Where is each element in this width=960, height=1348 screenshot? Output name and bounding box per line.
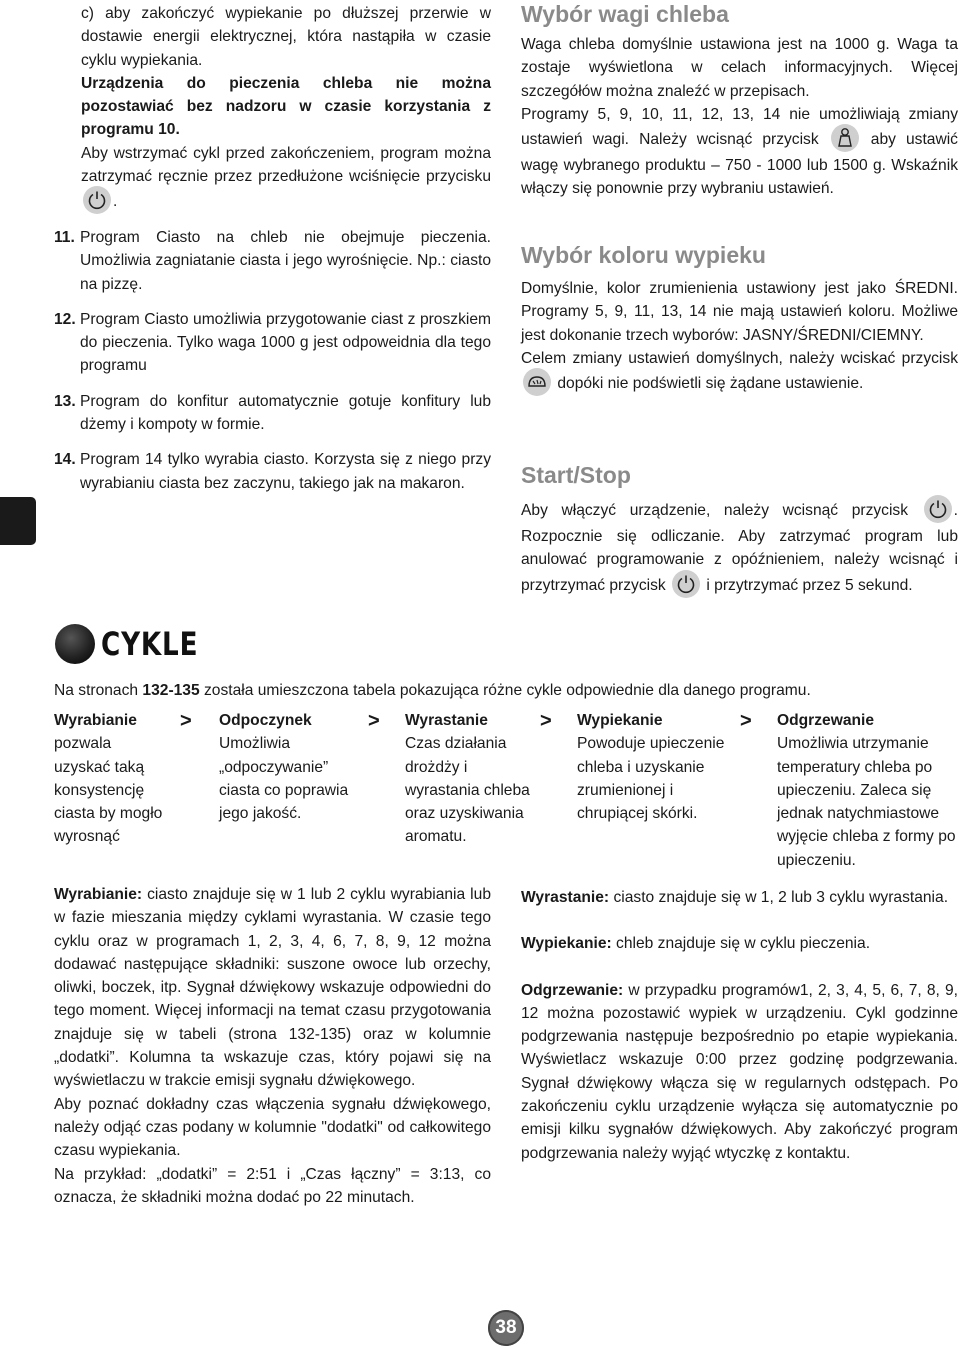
- start-stop-section: [521, 497, 958, 600]
- flow-arrow: >: [540, 710, 552, 732]
- page-number: 38: [488, 1310, 524, 1346]
- weight-paragraph-2: Programy 5, 9, 10, 11, 12, 13, 14 nie umożliwiają zmiany ustawień wagi. Należy wcisnąć przycisk aby ustawić wagę wybranego produktu – 750 - 1000 lub 1500 g. Wskaźnik włączy się ponownie przy wybraniu ustawień.: [521, 105, 958, 198]
- flow-step: [405, 709, 530, 849]
- flow-arrow: >: [368, 710, 380, 732]
- cykle-bullet-icon: [55, 624, 95, 664]
- flow-arrow: >: [740, 710, 752, 732]
- flow-step-text: Umożliwia utrzymanie temperatury chleba po upieczeniu. Zaleca się jednak natychmiastowe wyjęcie chleba z formy po upieczeniu.: [777, 735, 956, 869]
- kneading-paragraph: Wyrabianie: ciasto znajduje się w 1 lub 2 cyklu wyrabiania lub w fazie mieszania między cyklami wyrastania. W czasie tego cyklu oraz w programach 1, 2, 3, 4, 6, 7, 8, 9, 12 można dodawać następujące składniki: suszone owoce lub orzechy, oliwki, boczek, itp. Sygnał dźwiękowy wskazuje odpowiedni do tego moment. Więcej informacji na temat czasu przygotowania znajduje się w tabeli (strona 132-135) oraz w kolumnie „dodatki”. Kolumna ta wskazuje czas, który pojawi się na wyświetlaczu w trakcie emisji sygnału dźwiękowego.: [54, 886, 491, 1090]
- c-intro: c) aby zakończyć wypiekanie po dłuższej przerwie w dostawie energii elektrycznej, która nastąpiła w czasie cyklu wypiekania.: [81, 5, 491, 69]
- flow-step-text: Czas działania drożdży i wyrastania chleba oraz uzyskiwania aromatu.: [405, 735, 530, 846]
- flow-step-text: Powoduje upieczenie chleba i uzyskanie zrumienionej i chrupiącej skórki.: [577, 735, 725, 823]
- power-button-icon: [83, 186, 111, 214]
- flow-step-title: Odpoczynek: [219, 712, 312, 729]
- color-heading: Wybór koloru wypieku: [521, 242, 766, 268]
- c-stop-paragraph: Aby wstrzymać cykl przed zakończeniem, program można zatrzymać ręcznie przez przedłużone wciśnięcie przycisku .: [81, 142, 491, 217]
- weight-button-icon: [831, 124, 859, 152]
- program-list: [54, 226, 491, 495]
- flow-step: [777, 709, 957, 872]
- keep-warm-paragraph: Odgrzewanie: w przypadku programów1, 2, 3, 4, 5, 6, 7, 8, 9, 12 można pozostawić wypiek w urządzeniu. Cykl godzinne podgrzewania następuje bezpośrednio po etapie wypiekania. Wyświetlacz wskazuje 0:00 przez godzinę podgrzewania. Sygnał dźwiękowy włącza się w regularnych odstępach. Po zakończeniu cyklu urządzenie wyłącza się automatycznie po emisji kilku sygnałów dźwiękowych. Aby zakończyć program podgrzewania należy wyjąć wtyczkę z kontaktu.: [521, 981, 958, 1162]
- start-stop-heading: Start/Stop: [521, 462, 631, 488]
- beep-time-paragraph: Aby poznać dokładny czas włączenia sygnału dźwiękowego, należy odjąć czas podany w kolumnie "dodatki" od całkowitego czasu wypiekania.: [54, 1095, 491, 1160]
- color-section: [521, 277, 958, 398]
- example-paragraph: Na przykład: „dodatki” = 2:51 i „Czas łączny” = 3:13, co oznacza, że składniki można dodać po 22 minutach.: [54, 1165, 491, 1206]
- crust-color-button-icon: [523, 368, 551, 396]
- program-item: 13. Program do konfitur automatycznie gotuje konfitury lub dżemy i kompoty w formie.: [54, 392, 491, 434]
- start-stop-paragraph: Aby włączyć urządzenie, należy wcisnąć przycisk . Rozpocznie się odliczanie. Aby zatrzymać program lub anulować programowanie z opóźnieniem, należy wcisnąć i przytrzymać przycisk i przytrzymać przez 5 sekund.: [521, 497, 958, 600]
- flow-step: [219, 709, 359, 825]
- rising-paragraph: Wyrastanie: ciasto znajduje się w 1, 2 lub 3 cyklu wyrastania.: [521, 889, 949, 906]
- color-paragraph-1: Domyślnie, kolor zrumienienia ustawiony jest jako ŚREDNI. Programy 5, 9, 11, 13, 14 nie mają ustawień koloru. Możliwe jest dokonanie trzech wyborów: JASNY/ŚREDNI/CIEMNY.: [521, 280, 958, 344]
- power-button-icon: [924, 495, 952, 523]
- flow-step: [577, 709, 727, 825]
- program-item: 14. Program 14 tylko wyrabia ciasto. Korzysta się z niego przy wyrabianiu ciasta bez zaczynu, takiego jak na makaron.: [54, 451, 491, 492]
- weight-section: [521, 33, 958, 201]
- section-tab-marker: [0, 497, 36, 545]
- program-item: 12. Program Ciasto umożliwia przygotowanie ciast z proszkiem do pieczenia. Tylko waga 1000 g jest odpoweidnia dla tego programu: [54, 310, 491, 375]
- flow-step-text: pozwala uzyskać taką konsystencję ciasta by mogło wyrosnąć: [54, 735, 163, 846]
- flow-step-title: Wyrabianie: [54, 712, 137, 729]
- bottom-left-column: [54, 883, 491, 1209]
- baking-paragraph: Wypiekanie: chleb znajduje się w cyklu pieczenia.: [521, 935, 871, 953]
- flow-step-title: Wypiekanie: [577, 712, 663, 729]
- flow-step-title: Wyrastanie: [405, 712, 488, 729]
- power-button-icon: [672, 570, 700, 598]
- flow-arrow: >: [180, 710, 192, 732]
- weight-paragraph-1: Waga chleba domyślnie ustawiona jest na 1000 g. Waga ta zostaje wyświetlona w celach informacyjnych. Więcej szczegółów można znaleźć w przepisach.: [521, 36, 958, 100]
- flow-step: [54, 709, 164, 849]
- flow-step-text: Umożliwia „odpoczywanie” ciasta co poprawia jego jakość.: [219, 735, 349, 823]
- weight-heading: Wybór wagi chleba: [521, 1, 729, 27]
- flow-step-title: Odgrzewanie: [777, 712, 875, 729]
- left-top-column: [81, 2, 491, 216]
- cykle-intro: Na stronach 132-135 została umieszczona tabela pokazująca różne cykle odpowiednie dla danego programu.: [54, 682, 811, 699]
- color-paragraph-2: Celem zmiany ustawień domyślnych, należy wciskać przycisk dopóki nie podświetli się żądane ustawienie.: [521, 347, 958, 398]
- bottom-right-column: [521, 886, 958, 1165]
- program-item: 11. Program Ciasto na chleb nie obejmuje pieczenia. Umożliwia zagniatanie ciasta i jego wyrośnięcie. Np.: ciasto na pizzę.: [54, 229, 491, 293]
- cykle-title: CYKLE: [101, 625, 199, 663]
- c-warning: Urządzenia do pieczenia chleba nie można pozostawiać bez nadzoru w czasie korzystania z programu 10.: [81, 74, 491, 139]
